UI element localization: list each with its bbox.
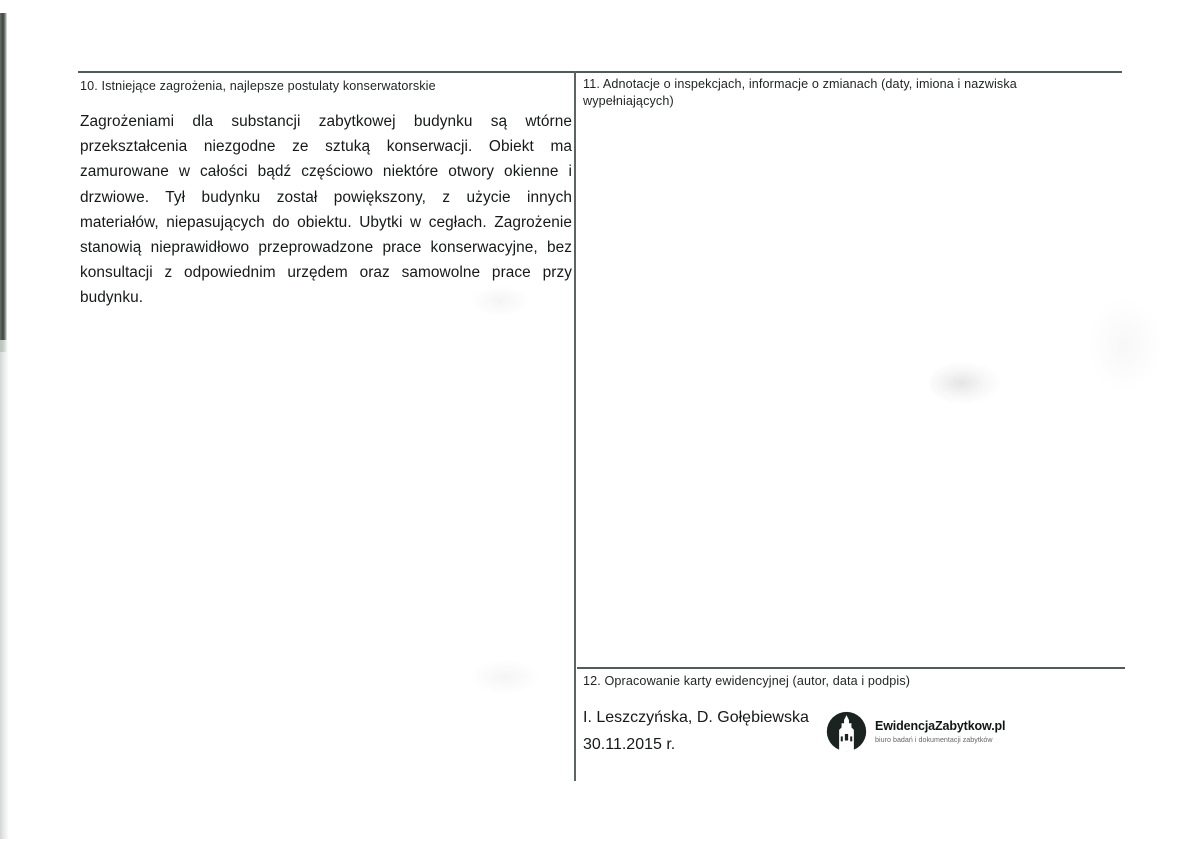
logo-tagline-text: biuro badań i dokumentacji zabytków xyxy=(875,736,993,744)
section-11-heading-line-2: wypełniających) xyxy=(583,94,674,108)
logo-name-text: EwidencjaZabytkow.pl xyxy=(875,719,1006,733)
section-11-heading-line-1: 11. Adnotacje o inspekcjach, informacje o zmianach (daty, imiona i nazwiska xyxy=(583,77,1017,91)
scan-smudge-artifact xyxy=(1090,300,1160,390)
scan-smudge-artifact xyxy=(470,660,540,694)
table-top-border xyxy=(78,71,1122,73)
scan-edge-artifact-top-gap xyxy=(0,0,14,13)
section-11-heading xyxy=(583,76,1128,110)
scan-edge-artifact-bottom-gap xyxy=(0,839,14,849)
table-column-divider xyxy=(574,71,576,781)
ewidencja-zabytkow-logo xyxy=(826,707,1004,755)
scan-edge-artifact-dark xyxy=(0,0,7,352)
scan-smudge-artifact xyxy=(930,362,1000,404)
section-10-heading: 10. Istniejące zagrożenia, najlepsze postulaty konserwatorskie xyxy=(80,79,436,93)
scan-edge-artifact-soft xyxy=(0,340,9,849)
section-12-heading: 12. Opracowanie karty ewidencyjnej (autor, data i podpis) xyxy=(583,674,911,688)
section-12-authors: I. Leszczyńska, D. Gołębiewska xyxy=(583,709,809,726)
section-12-date: 30.11.2015 r. xyxy=(583,736,676,753)
logo-wordmark xyxy=(875,717,1005,745)
table-row-divider-section-12 xyxy=(577,667,1125,669)
section-11-cell xyxy=(583,76,1128,124)
section-10-body-text: Zagrożeniami dla substancji zabytkowej budynku są wtórne przekształcenia niezgodne ze sztuką konserwacji. Obiekt ma zamurowane w całości bądź częściowo niektóre otwory okienne i drzwiowe. Tył budynku został powiększony, z użycie innych materiałów, niepasujących do obiektu. Ubytki w cegłach. Zagrożenie stanowią nieprawidłowo przeprowadzone prace konserwacyjne, bez konsultacji z odpowiednim urzędem oraz samowolne prace przy budynku. xyxy=(80,113,572,307)
church-tower-logo-icon xyxy=(826,711,867,752)
section-10-cell xyxy=(80,78,572,311)
